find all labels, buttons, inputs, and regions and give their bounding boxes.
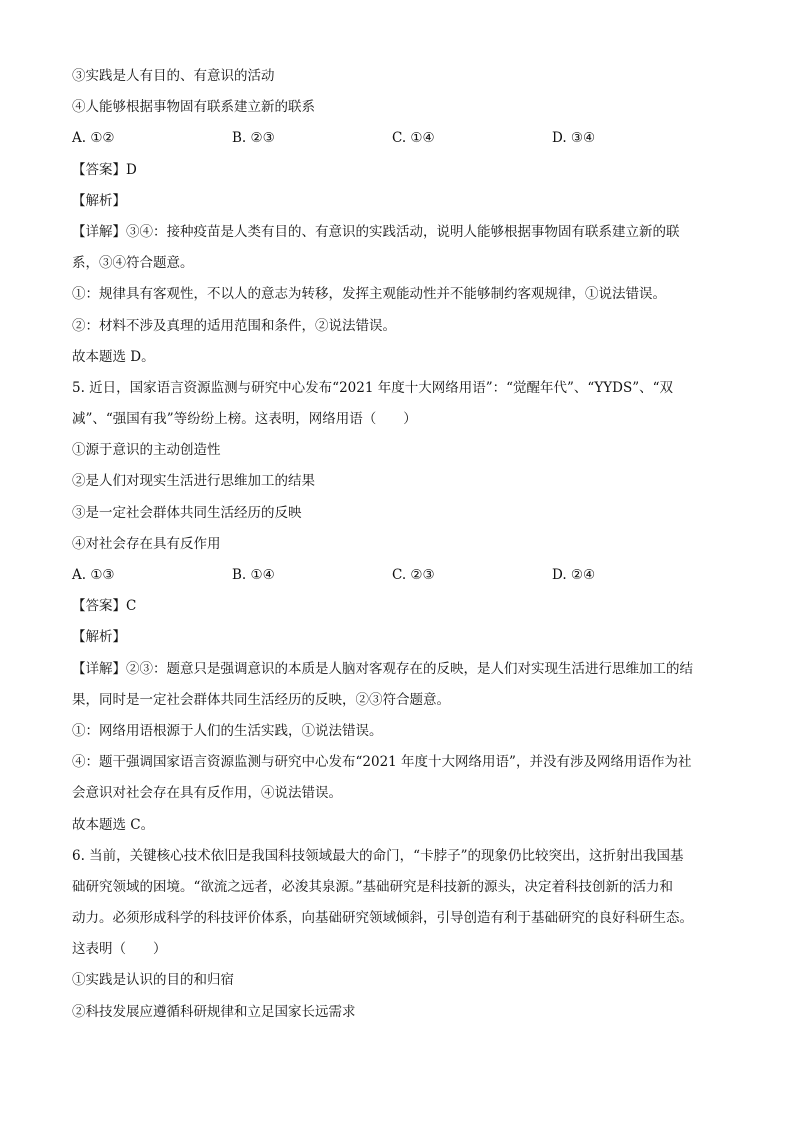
answer-label: 【答案】 [72,598,126,615]
q5-option-a: A. ①③ [72,567,115,583]
q4-option-b: B. ②③ [232,130,275,147]
q5-option-c: C. ②③ [392,567,435,583]
answer-label: 【答案】 [72,161,126,178]
q4-option-d: D. ③④ [552,130,596,147]
q4-answer [72,155,732,186]
q5-item-2: ②是人们对现实生活进行思维加工的结果 [72,473,315,490]
q5-detail-line-3: ①：网络用语根源于人们的生活实践，①说法错误。 [72,722,383,739]
q4-analysis-label: 【解析】 [72,192,126,209]
q4-option-c: C. ①④ [392,130,435,147]
q4-detail-line-3: ①：规律具有客观性，不以人的意志为转移，发挥主观能动性并不能够制约客观规律，①说法错误。 [72,286,666,303]
q5-option-b: B. ①④ [232,567,275,583]
q6-stem-line-4: 这表明（ ） [72,941,167,958]
q5-detail-line-4: ④：题干强调国家语言资源监测与研究中心发布“2021 年度十大网络用语”，并没有涉及网络用语作为社 [72,754,692,771]
q5-detail-line-1 [72,654,732,685]
detail-text: ③④：接种疫苗是人类有目的、有意识的实践活动，说明人能够根据事物固有联系建立新的联 [126,223,680,240]
q5-detail-line-5: 会意识对社会存在具有反作用，④说法错误。 [72,785,342,802]
q5-options [72,560,732,591]
q5-answer [72,591,732,622]
answer-value: C [126,598,137,615]
q4-detail-line-1 [72,217,732,248]
q4-option-a: A. ①② [72,130,115,147]
q6-stem-line-2: 础研究领域的困境。“欲流之远者，必浚其泉源。”基础研究是科技新的源头，决定着科技创新的活力和 [72,878,674,895]
q5-detail-line-2: 果，同时是一定社会群体共同生活经历的反映，②③符合题意。 [72,691,450,708]
q4-conclusion: 故本题选 D。 [72,348,155,365]
detail-text: ②③：题意只是强调意识的本质是人脑对客观存在的反映，是人们对实现生活进行思维加工的结 [126,660,693,677]
q5-item-4: ④对社会存在具有反作用 [72,535,221,552]
q5-analysis-label: 【解析】 [72,629,126,646]
q5-item-1: ①源于意识的主动创造性 [72,442,221,459]
q5-stem-line-2: 减”、“强国有我”等纷纷上榜。这表明，网络用语（ ） [72,411,417,428]
detail-label: 【详解】 [72,660,126,677]
q5-conclusion: 故本题选 C。 [72,816,155,833]
q4-detail-line-2: 系，③④符合题意。 [72,255,194,272]
q4-options [72,123,732,154]
answer-value: D [126,161,137,178]
q6-item-1: ①实践是认识的目的和归宿 [72,972,234,989]
q6-stem-line-3: 动力。必须形成科学的科技评价体系，向基础研究领域倾斜，引导创造有利于基础研究的良好科研生态。 [72,910,693,927]
q5-option-d: D. ②④ [552,567,596,583]
q6-item-2: ②科技发展应遵循科研规律和立足国家长远需求 [72,1003,356,1020]
q5-item-3: ③是一定社会群体共同生活经历的反映 [72,504,302,521]
q6-stem-line-1: 6. 当前，关键核心技术依旧是我国科技领域最大的命门，“卡脖子”的现象仍比较突出，这折射出我国基 [72,847,684,864]
q4-detail-line-4: ②：材料不涉及真理的适用范围和条件，②说法错误。 [72,317,396,334]
document-page [72,61,732,1028]
q5-stem-line-1: 5. 近日，国家语言资源监测与研究中心发布“2021 年度十大网络用语”：“觉醒年代”、“YYDS”、“双 [72,379,674,396]
q4-item-4: ④人能够根据事物固有联系建立新的联系 [72,99,315,116]
q4-item-3: ③实践是人有目的、有意识的活动 [72,68,275,84]
detail-label: 【详解】 [72,223,126,240]
